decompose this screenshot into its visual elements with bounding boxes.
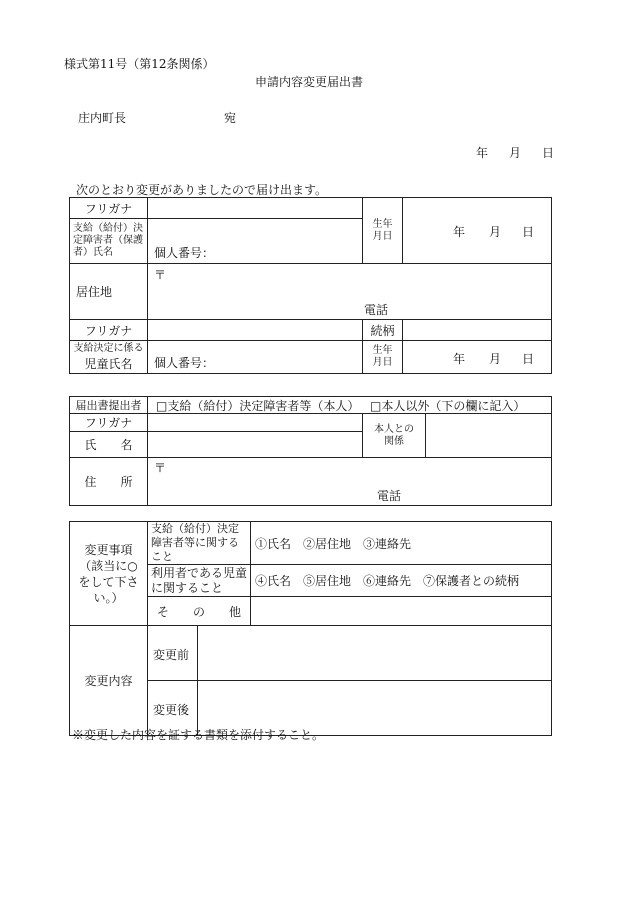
change-row3-label-cell <box>148 597 251 626</box>
birth-month-label: 月 <box>489 225 502 239</box>
child-birth-label-cell <box>363 341 403 374</box>
submitter-furigana-label-cell <box>70 414 148 432</box>
submitter-furigana-label: フリガナ <box>84 416 133 430</box>
phone-label: 電話 <box>364 303 389 317</box>
submitter-relation-field[interactable] <box>426 414 552 458</box>
address-label: 居住地 <box>76 285 113 299</box>
birth-day-label: 日 <box>522 225 535 239</box>
applicant-table <box>69 197 552 374</box>
change-content-label-cell <box>70 626 148 736</box>
birth-date-field[interactable] <box>403 198 552 264</box>
before-label: 変更前 <box>153 648 190 662</box>
change-row3-field[interactable] <box>251 597 552 626</box>
postal-mark: 〒 <box>154 268 167 282</box>
child-name-label-2: 児童氏名 <box>84 356 133 371</box>
child-name-label-cell <box>70 341 148 374</box>
change-row2-label: 利用者である児童に関すること <box>151 565 248 595</box>
change-items-label-cell <box>70 522 148 626</box>
honorific: 宛 <box>224 111 237 125</box>
option-self-checkbox[interactable]: □支給（給付）決定障害者等（本人） <box>156 399 360 413</box>
intro-text: 次のとおり変更がありましたので届け出ます。 <box>76 183 328 197</box>
child-name-label-1: 支給決定に係る <box>73 342 144 354</box>
relation-field[interactable] <box>403 320 552 341</box>
relation-label: 続柄 <box>370 323 395 338</box>
submitter-name-field[interactable] <box>148 432 363 458</box>
address-label-cell <box>70 264 148 320</box>
name-label-cell <box>70 219 148 264</box>
submitter-relation-label-cell <box>363 414 426 458</box>
change-row1-options[interactable] <box>251 522 552 565</box>
addressee: 庄内町長 <box>78 111 127 125</box>
submitter-furigana-field[interactable] <box>148 414 363 432</box>
child-birth-label: 生年月日 <box>372 345 393 368</box>
child-furigana-label-cell <box>70 320 148 341</box>
date-day-label: 日 <box>542 146 555 160</box>
submitter-phone-label: 電話 <box>377 489 402 503</box>
submitter-header-cell <box>70 397 148 414</box>
changes-table <box>69 521 552 736</box>
submitter-name-label: 氏 名 <box>84 438 133 452</box>
furigana-field[interactable] <box>148 198 363 219</box>
child-birth-day-label: 日 <box>522 352 535 366</box>
change-items-label: 変更事項（該当に○をして下さい。） <box>78 542 139 605</box>
date-year-label: 年 <box>476 146 489 160</box>
page-title: 申請内容変更届出書 <box>255 75 364 89</box>
submitter-postal-mark: 〒 <box>154 461 167 475</box>
change-row1-options-text: ①氏名 ②居住地 ③連絡先 <box>255 536 412 551</box>
change-row2-label-cell <box>148 565 251 597</box>
change-row1-label: 支給（給付）決定障害者等に関すること <box>151 522 239 563</box>
change-row3-label: そ の 他 <box>156 604 241 619</box>
change-content-label: 変更内容 <box>84 674 133 688</box>
date-month-label: 月 <box>509 146 522 160</box>
child-name-field[interactable] <box>148 341 363 374</box>
child-birth-month-label: 月 <box>489 352 502 366</box>
child-furigana-label: フリガナ <box>84 323 133 338</box>
submitter-address-field[interactable] <box>148 458 552 506</box>
child-furigana-field[interactable] <box>148 320 363 341</box>
child-birth-date-field[interactable] <box>403 341 552 374</box>
submitter-table <box>69 396 552 506</box>
submitter-relation-label: 本人との関係 <box>374 423 414 447</box>
option-other-checkbox[interactable]: □本人以外（下の欄に記入） <box>370 399 526 413</box>
submitter-address-label-cell <box>70 458 148 506</box>
child-individual-number-label: 個人番号： <box>154 356 215 370</box>
change-row2-options[interactable] <box>251 565 552 597</box>
after-label: 変更後 <box>153 703 190 717</box>
submitter-name-label-cell <box>70 432 148 458</box>
individual-number-label: 個人番号： <box>154 246 215 260</box>
furigana-label-cell <box>70 198 148 219</box>
submitter-address-label: 住 所 <box>84 475 133 489</box>
name-label: 支給（給付）決定障害者（保護者）氏名 <box>73 223 143 258</box>
before-field[interactable] <box>198 626 552 681</box>
address-field[interactable] <box>148 264 552 320</box>
submitter-header-label: 届出書提出者 <box>75 399 142 412</box>
birth-year-label: 年 <box>453 225 466 239</box>
name-field[interactable] <box>148 219 363 264</box>
furigana-label: フリガナ <box>84 201 133 216</box>
submitter-options-cell <box>148 397 552 414</box>
relation-label-cell <box>363 320 403 341</box>
change-row1-label-cell <box>148 522 251 565</box>
child-birth-year-label: 年 <box>453 352 466 366</box>
change-row2-options-text: ④氏名 ⑤居住地 ⑥連絡先 ⑦保護者との続柄 <box>255 574 520 588</box>
footer-note: ※変更した内容を証する書類を添付すること。 <box>72 728 325 742</box>
form-number: 様式第11号（第12条関係） <box>64 57 215 71</box>
birth-label: 生年月日 <box>372 218 393 242</box>
before-label-cell <box>148 626 198 681</box>
birth-label-cell <box>363 198 403 264</box>
